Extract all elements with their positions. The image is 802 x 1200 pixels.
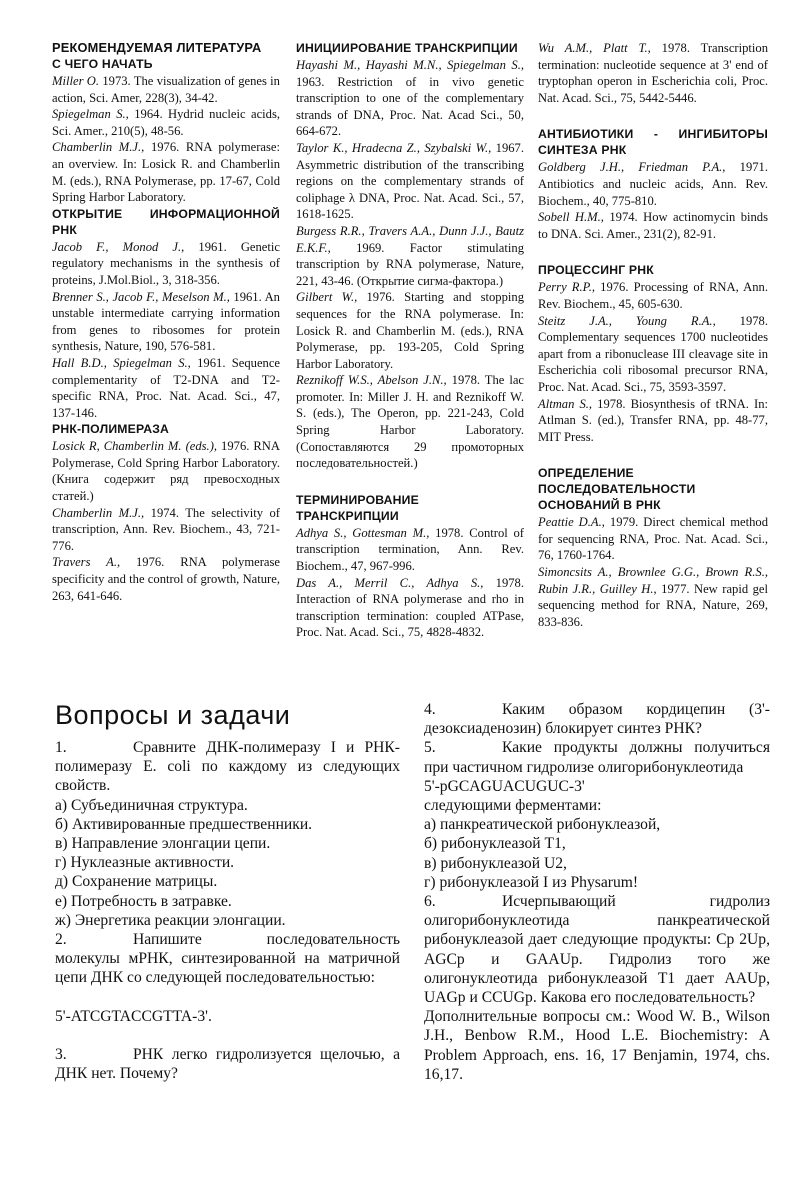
rna-sequence: 5'-pGCAGUACUGUC-3' [424, 777, 585, 795]
option-item: б) рибонуклеазой T1, [424, 835, 566, 853]
reference-entry [296, 372, 524, 472]
option-item: д) Сохранение матрицы. [55, 873, 218, 891]
question-5-after: следующими ферментами: [424, 797, 602, 815]
reference-details: 1971. Antibiotics and nucleic acids, Ann. Rev. Biochem., 40, 775-810. [538, 160, 768, 208]
subsection-heading: ОПРЕДЕЛЕНИЕ ПОСЛЕДОВАТЕЛЬНОСТИ ОСНОВАНИЙ В РНК [538, 466, 696, 513]
option-item: а) Субъединичная структура. [55, 796, 248, 814]
reference-entry [52, 505, 280, 555]
reference-details: 1961. Genetic regulatory mechanisms in the synthesis of proteins, J.Mol.Biol., 3, 318-356. [52, 239, 280, 287]
reference-entry [538, 279, 768, 312]
subsection-heading: ПРОЦЕССИНГ РНК [538, 263, 654, 278]
references-column-1 [52, 40, 280, 604]
question-number: 3. [55, 1045, 67, 1063]
question-1-options [55, 796, 400, 930]
question-2 [55, 930, 400, 988]
questions-left-column [55, 738, 400, 1083]
reference-authors: Spiegelman S., [52, 107, 129, 122]
reference-details: 1976. RNA polymerase: an overview. In: Losick R. and Chamberlin M. (eds.), RNA Polymerase, pp. 17-67, Cold Spring Harbor Laboratory. [52, 140, 280, 205]
option-item: ж) Энергетика реакции элонгации. [55, 911, 286, 929]
reference-entry [52, 239, 280, 289]
reference-entry [52, 106, 280, 139]
reference-authors: Perry R.P., [538, 280, 596, 295]
reference-authors: Travers A., [52, 555, 121, 570]
reference-authors: Goldberg J.H., Friedman P.A., [538, 160, 726, 175]
dna-sequence: 5'-ATCGTACCGTTA-3'. [55, 1007, 212, 1025]
reference-details: 1974. The selectivity of transcription, Ann. Rev. Biochem., 43, 721-776. [52, 505, 280, 553]
reference-entry [296, 289, 524, 372]
reference-authors: Simoncsits A., Brownlee G.G., Brown R.S., Rubin J.R., Guilley H., [538, 565, 768, 596]
references-column-2 [296, 40, 524, 641]
subsection-heading: ОТКРЫТИЕ ИНФОРМАЦИОННОЙ РНК [52, 206, 280, 237]
reference-entry [52, 355, 280, 421]
question-1 [55, 738, 400, 796]
reference-authors: Altman S., [538, 396, 593, 411]
reference-details: 1976. Starting and stopping sequences for the RNA polymerase. In: Losick R. and Chamberlin M. (eds.), RNA Polymerase, pp. 193-205, Cold Spring Harbor Laboratory. [296, 290, 524, 371]
reference-details: 1973. The visualization of genes in action, Sci. Amer, 228(3), 34-42. [52, 74, 280, 105]
question-text: Напишите последовательность молекулы мРНК, синтезированной на матричной цепи ДНК со следующей последовательностью: [55, 931, 400, 987]
question-4 [424, 700, 770, 738]
reference-authors: Reznikoff W.S., Abelson J.N., [296, 373, 447, 388]
question-text: Исчерпывающий гидролиз олигорибонуклеотида панкреатической рибонуклеазой дает следующие продукты: Cp 2Up, AGCp и GAAUp. Гидролиз того же олигонуклеотида рибонуклеазой T1 дает AAUp, UAGp и CCUGp. Какова его последовательность? [424, 893, 770, 1007]
reference-entry [296, 525, 524, 575]
reference-authors: Jacob F., Monod J., [52, 239, 185, 254]
reference-details: 1978. Transcription termination: nucleotide sequence at 3' end of tryptophan operon in Escherichia coli, Proc. Nat. Acad. Sci., 75, 5442-5446. [538, 41, 768, 105]
reference-entry [52, 139, 280, 205]
question-number: 2. [55, 931, 67, 949]
subsection-heading: РНК-ПОЛИМЕРАЗА [52, 422, 170, 437]
subsection-heading: С ЧЕГО НАЧАТЬ [52, 57, 153, 71]
reference-details: 1976. Processing of RNA, Ann. Rev. Biochem., 45, 605-630. [538, 280, 768, 311]
question-6 [424, 892, 770, 1007]
question-number: 1. [55, 739, 67, 756]
reference-details: 1978. Complementary sequences 1700 nucleotides apart from a ribonuclease III cleavage site in Escherichia coli ribosomal precursor RNA, Proc. Nat. Acad. Sci., 75, 3593-3597. [538, 313, 768, 394]
question-text: РНК легко гидролизуется щелочью, а ДНК нет. Почему? [55, 1045, 400, 1083]
reference-entry [296, 57, 524, 140]
reference-authors: Peattie D.A., [538, 515, 605, 530]
subsection-heading: ИНИЦИИРОВАНИЕ ТРАНСКРИПЦИИ [296, 41, 518, 55]
reference-details: 1978. Control of transcription termination, Ann. Rev. Biochem., 47, 967-996. [296, 525, 524, 574]
reference-authors: Chamberlin M.J., [52, 505, 145, 520]
reference-details: 1961. Sequence complementarity of T2-DNA and T2-specific RNA, Proc. Nat. Acad. Sci., 47, 137-146. [52, 355, 281, 420]
reference-entry [538, 40, 768, 106]
reference-authors: Losick R, Chamberlin M. (eds.), [52, 439, 218, 454]
references-heading: РЕКОМЕНДУЕМАЯ ЛИТЕРАТУРА [52, 40, 262, 55]
reference-authors: Gilbert W., [296, 290, 358, 305]
references-column-3 [538, 40, 768, 630]
question-number: 5. [424, 739, 436, 757]
subsection-heading: ТЕРМИНИРОВАНИЕ ТРАНСКРИПЦИИ [296, 492, 419, 523]
reference-details: 1978. Biosynthesis of tRNA. In: Atlman S. (ed.), Transfer RNA, pp. 48-77, MIT Press. [538, 396, 768, 444]
reference-authors: Wu A.M., Platt T., [538, 41, 651, 55]
reference-authors: Steitz J.A., Young R.A., [538, 313, 716, 328]
reference-entry [296, 140, 524, 223]
ref-list-2 [296, 40, 524, 641]
reference-entry [296, 223, 524, 289]
reference-details: 1963. Restriction of in vivo genetic transcription to one of the complementary strands of DNA, Proc. Nat. Acad Sci., 50, 664-672. [296, 74, 524, 139]
option-item: в) рибонуклеазой U2, [424, 854, 567, 872]
reference-authors: Taylor K., Hradecna Z., Szybalski W., [296, 140, 492, 155]
question-text: Каким образом кордицепин (3'-дезоксиаденозин) блокирует синтез РНК? [424, 701, 770, 738]
reference-authors: Adhya S., Gottesman M., [296, 525, 430, 540]
reference-entry [52, 73, 280, 106]
reference-authors: Sobell H.M., [538, 210, 604, 225]
option-item: г) рибонуклеазой I из Physarum! [424, 873, 639, 891]
reference-entry [538, 514, 768, 564]
reference-details: 1978. The lac promoter. In: Miller J. H. and Reznikoff W. S. (eds.), The Operon, pp. 221-243, Cold Spring Harbor Laboratory. (Сопоставляются 29 промоторных последовательностей.) [296, 373, 525, 471]
reference-details: 1961. An unstable intermediate carrying information from genes to ribosomes for protein synthesis, Nature, 190, 576-581. [52, 289, 280, 354]
option-item: г) Нуклеазные активности. [55, 854, 235, 872]
question-5-options [424, 815, 770, 892]
questions-right-column [424, 700, 770, 1084]
reference-entry [296, 575, 524, 641]
subsection-heading: АНТИБИОТИКИ - ИНГИБИТОРЫ СИНТЕЗА РНК [538, 127, 768, 158]
reference-entry [538, 396, 768, 446]
reference-authors: Brenner S., Jacob F., Meselson M., [52, 289, 230, 304]
ref-list-3 [538, 40, 768, 630]
reference-authors: Hayashi M., Hayashi M.N., Spiegelman S., [296, 58, 524, 72]
reference-entry [52, 554, 280, 604]
reference-details: 1964. Hydrid nucleic acids, Sci. Amer., 210(5), 48-56. [52, 107, 281, 138]
extra-questions: Дополнительные вопросы см.: Wood W. B., Wilson J.H., Benbow R.M., Hood L.E. Biochemistry: A Problem Approach, ens. 16, 17 Benjamin, 1974, chs. 16,17. [424, 1008, 770, 1083]
reference-details: 1974. How actinomycin binds to DNA. Sci. Amer., 231(2), 82-91. [538, 210, 768, 241]
reference-details: 1976. RNA Polymerase, Cold Spring Harbor Laboratory. (Книга содержит ряд превосходных статей.) [52, 439, 280, 504]
reference-entry [538, 209, 768, 242]
option-item: в) Направление элонгации цепи. [55, 835, 271, 853]
reference-entry [52, 289, 280, 355]
reference-authors: Burgess R.R., Travers A.A., Dunn J.J., Bautz E.K.F., [296, 223, 524, 255]
reference-details: 1969. Factor stimulating transcription by RNA polymerase, Nature, 221, 43-46. (Открытие сигма-фактора.) [296, 240, 524, 288]
reference-entry [538, 159, 768, 209]
question-number: 6. [424, 893, 436, 911]
option-item: б) Активированные предшественники. [55, 815, 313, 833]
reference-entry [52, 438, 280, 504]
reference-entry [538, 564, 768, 630]
reference-authors: Das A., Merril C., Adhya S., [296, 575, 484, 590]
question-3 [55, 1045, 400, 1083]
question-5 [424, 738, 770, 776]
option-item: а) панкреатической рибонуклеазой, [424, 816, 661, 834]
reference-details: 1979. Direct chemical method for sequencing RNA, Proc. Nat. Acad. Sci., 76, 1760-1764. [538, 515, 768, 563]
question-text: Сравните ДНК-полимеразу I и РНК-полимеразу E. coli по каждому из следующих свойств. [55, 739, 400, 795]
question-text: Какие продукты должны получиться при частичном гидролизе олигорибонуклеотида [424, 739, 770, 776]
ref-list-1 [52, 56, 280, 604]
reference-details: 1976. RNA polymerase specificity and the control of growth, Nature, 263, 641-646. [52, 555, 280, 603]
reference-details: 1967. Asymmetric distribution of the transcribing regions on the complementary strands of coliphage λ DNA, Proc. Nat. Acad. Sci., 57, 1618-1625. [296, 140, 524, 222]
reference-details: 1977. New rapid gel sequencing method for RNA, Nature, 269, 833-836. [538, 581, 768, 629]
questions-title: Вопросы и задачи [55, 700, 291, 730]
option-item: е) Потребность в затравке. [55, 892, 232, 910]
reference-authors: Chamberlin M.J., [52, 140, 145, 155]
reference-authors: Hall B.D., Spiegelman S., [52, 355, 191, 370]
reference-authors: Miller O. [52, 74, 100, 88]
reference-entry [538, 313, 768, 396]
reference-details: 1978. Interaction of RNA polymerase and rho in transcription termination: coupled ATPase, Proc. Nat. Acad. Sci., 75, 4828-4832. [296, 575, 525, 640]
question-number: 4. [424, 701, 436, 718]
